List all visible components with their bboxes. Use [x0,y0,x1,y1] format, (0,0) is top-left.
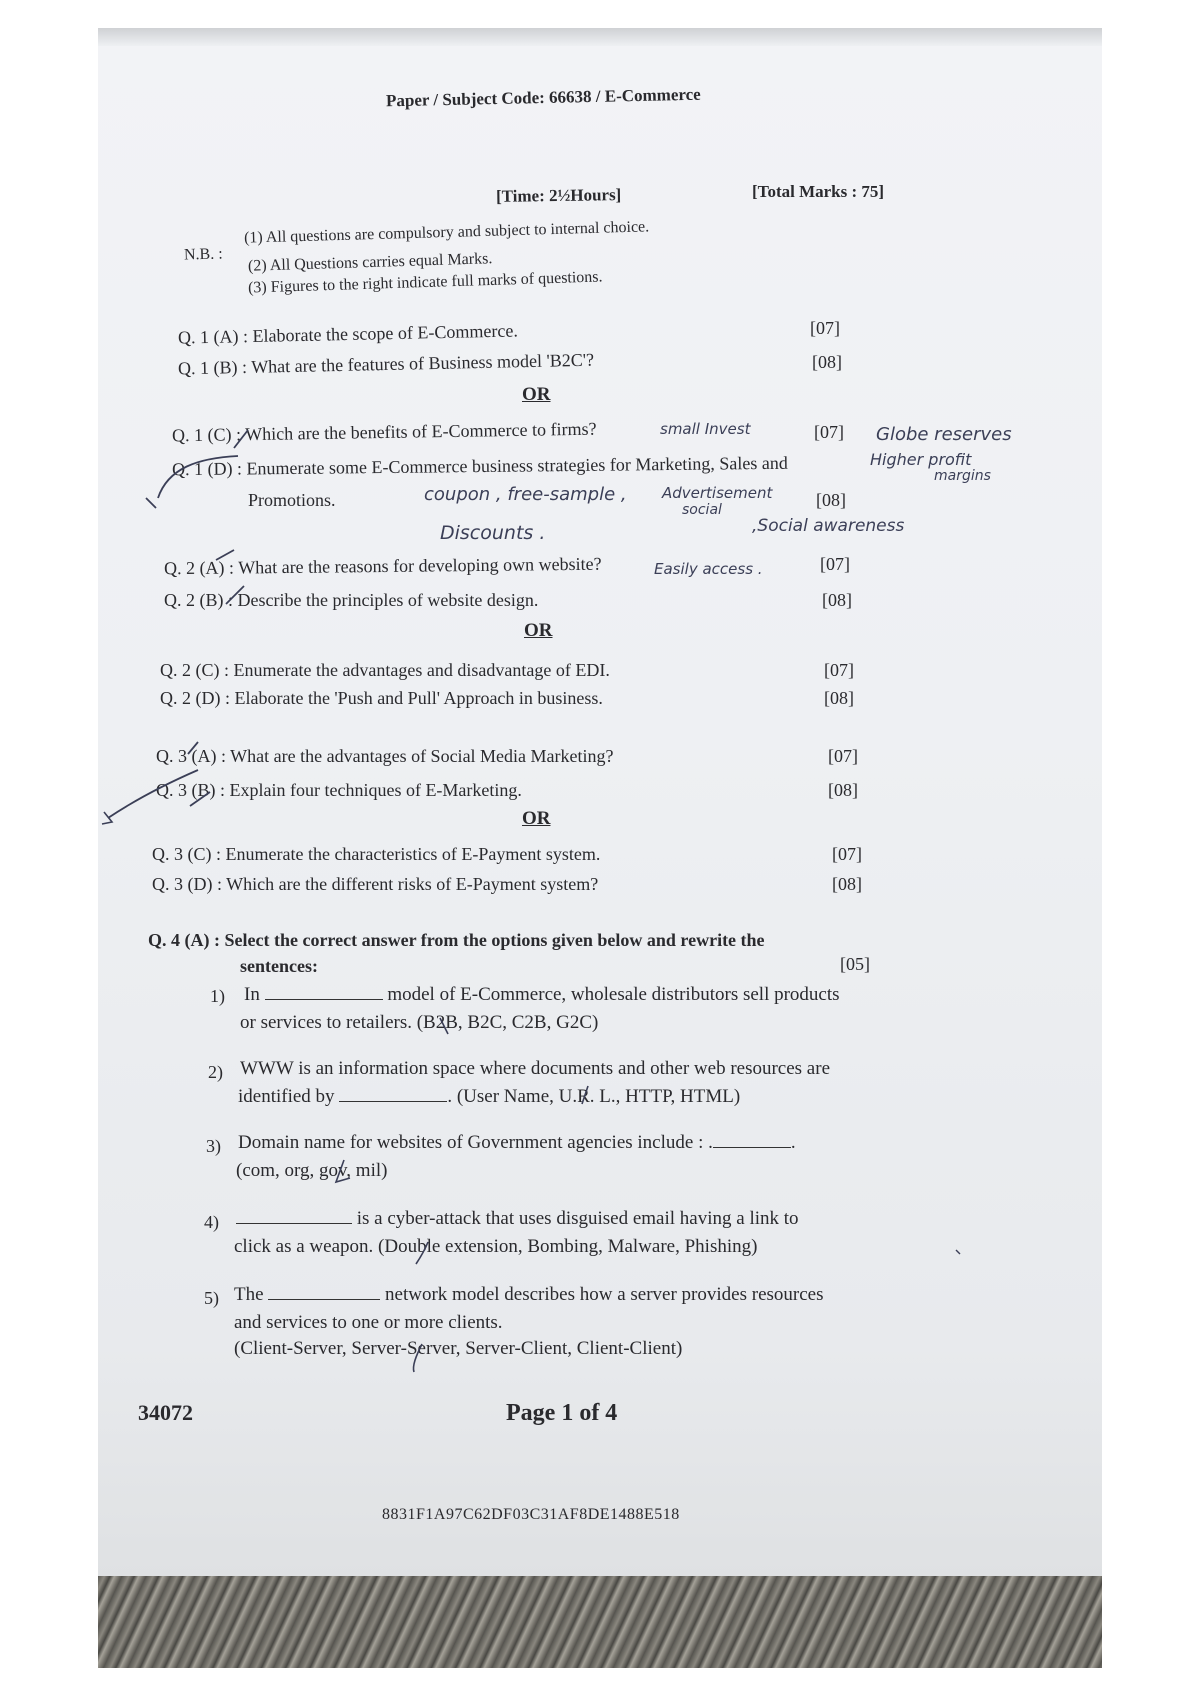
or-divider-2: OR [524,620,553,641]
mcq-2-options: . (User Name, U.R. L., HTTP, HTML) [447,1086,741,1107]
page-number: Page 1 of 4 [506,1400,618,1426]
question-2d: Q. 2 (D) : Elaborate the 'Push and Pull' Approach in business. [160,688,603,708]
question-1d-line2: Promotions. [248,490,336,510]
note-2: (2) All Questions carries equal Marks. [247,250,493,275]
exam-paper-sheet [98,28,1102,1578]
or-divider-1: OR [522,384,551,405]
question-3a: Q. 3 (A) : What are the advantages of Social Media Marketing? [156,746,614,766]
note-3: (3) Figures to the right indicate full marks of questions. [247,268,603,297]
question-3b: Q. 3 (B) : Explain four techniques of E-Marketing. [156,780,522,800]
mcq-3-number: 3) [206,1136,221,1156]
background-floor [98,1576,1102,1668]
note-1: (1) All questions are compulsory and subject to internal choice. [243,218,650,247]
mcq-2-text-start: identified by [238,1086,335,1107]
handwritten-globe-reserves: Globe reserves [876,424,1012,445]
marks-1b: [08] [812,352,842,372]
exam-time: [Time: 2½Hours] [495,185,622,206]
document-photo [98,28,1102,1668]
mcq-5-text-start: The [234,1284,264,1305]
question-4a-heading: Q. 4 (A) : Select the correct answer from the options given below and rewrite the [148,930,765,950]
marks-4a: [05] [840,954,870,974]
handwritten-coupon: coupon , free-sample , [424,484,627,505]
handwritten-higher-profit: Higher profit [870,450,972,469]
marks-1c: [07] [814,422,844,442]
marks-1a: [07] [810,318,840,338]
mcq-3-period: . [790,1132,796,1153]
mcq-3-text: Domain name for websites of Government agencies include : . [238,1132,713,1153]
total-marks: [Total Marks : 75] [752,182,885,201]
mcq-4-line2: click as a weapon. (Double extension, Bombing, Malware, Phishing) [234,1236,758,1257]
question-1d-line1: Q. 1 (D) : Enumerate some E-Commerce business strategies for Marketing, Sales and [171,452,788,480]
mcq-4-text: is a cyber-attack that uses disguised email having a link to [356,1208,799,1229]
mcq-5-line2: and services to one or more clients. [234,1312,503,1333]
handwritten-discounts: Discounts . [440,522,546,544]
marks-2a: [07] [820,554,850,574]
mcq-1-text-end: model of E-Commerce, wholesale distributors sell products [387,984,840,1005]
nb-label: N.B. : [183,245,223,264]
mcq-4-number: 4) [204,1212,219,1232]
mcq-3-line2: (com, org, gov, mil) [236,1160,388,1181]
pen-strokes [98,28,1102,1578]
marks-3a: [07] [828,746,858,766]
marks-2b: [08] [822,590,852,610]
marks-3c: [07] [832,844,862,864]
question-4a-heading-cont: sentences: [240,956,318,976]
question-2c: Q. 2 (C) : Enumerate the advantages and disadvantage of EDI. [160,660,610,680]
question-3d: Q. 3 (D) : Which are the different risks of E-Payment system? [152,874,599,894]
handwritten-social-awareness: ,Social awareness [752,516,905,536]
handwritten-small-invest: small Invest [660,420,751,438]
question-1b: Q. 1 (B) : What are the features of Business model 'B2C'? [177,349,595,379]
page-footer-number: 34072 [138,1400,193,1425]
mcq-5-text-end: network model describes how a server provides resources [385,1284,824,1305]
handwritten-advertisement: Advertisement [662,484,773,502]
handwritten-social: social [682,502,722,518]
handwritten-easy-access: Easily access . [654,560,763,578]
mcq-1-line2: or services to retailers. (B2B, B2C, C2B, G2C) [240,1012,599,1033]
question-1c: Q. 1 (C) : Which are the benefits of E-Commerce to firms? [171,418,597,446]
mcq-1-number: 1) [210,986,225,1006]
marks-3b: [08] [828,780,858,800]
question-2a: Q. 2 (A) : What are the reasons for developing own website? [163,553,602,579]
marks-2d: [08] [824,688,854,708]
marks-2c: [07] [824,660,854,680]
question-3c: Q. 3 (C) : Enumerate the characteristics of E-Payment system. [152,844,601,864]
mcq-1-text-start: In [244,984,260,1005]
handwritten-margins: margins [934,468,991,484]
marks-1d: [08] [816,490,846,510]
question-1a: Q. 1 (A) : Elaborate the scope of E-Commerce. [177,320,519,348]
marks-3d: [08] [832,874,862,894]
document-hash: 8831F1A97C62DF03C31AF8DE1488E518 [382,1506,680,1523]
question-2b: Q. 2 (B) : Describe the principles of website design. [164,590,539,610]
mcq-5-number: 5) [204,1288,219,1308]
mcq-2-number: 2) [208,1062,223,1082]
or-divider-3: OR [522,808,551,829]
mcq-5-line3: (Client-Server, Server-Server, Server-Client, Client-Client) [234,1338,683,1359]
mcq-2-line1: WWW is an information space where documents and other web resources are [240,1058,831,1079]
paper-subject-code: Paper / Subject Code: 66638 / E-Commerce [385,84,701,111]
